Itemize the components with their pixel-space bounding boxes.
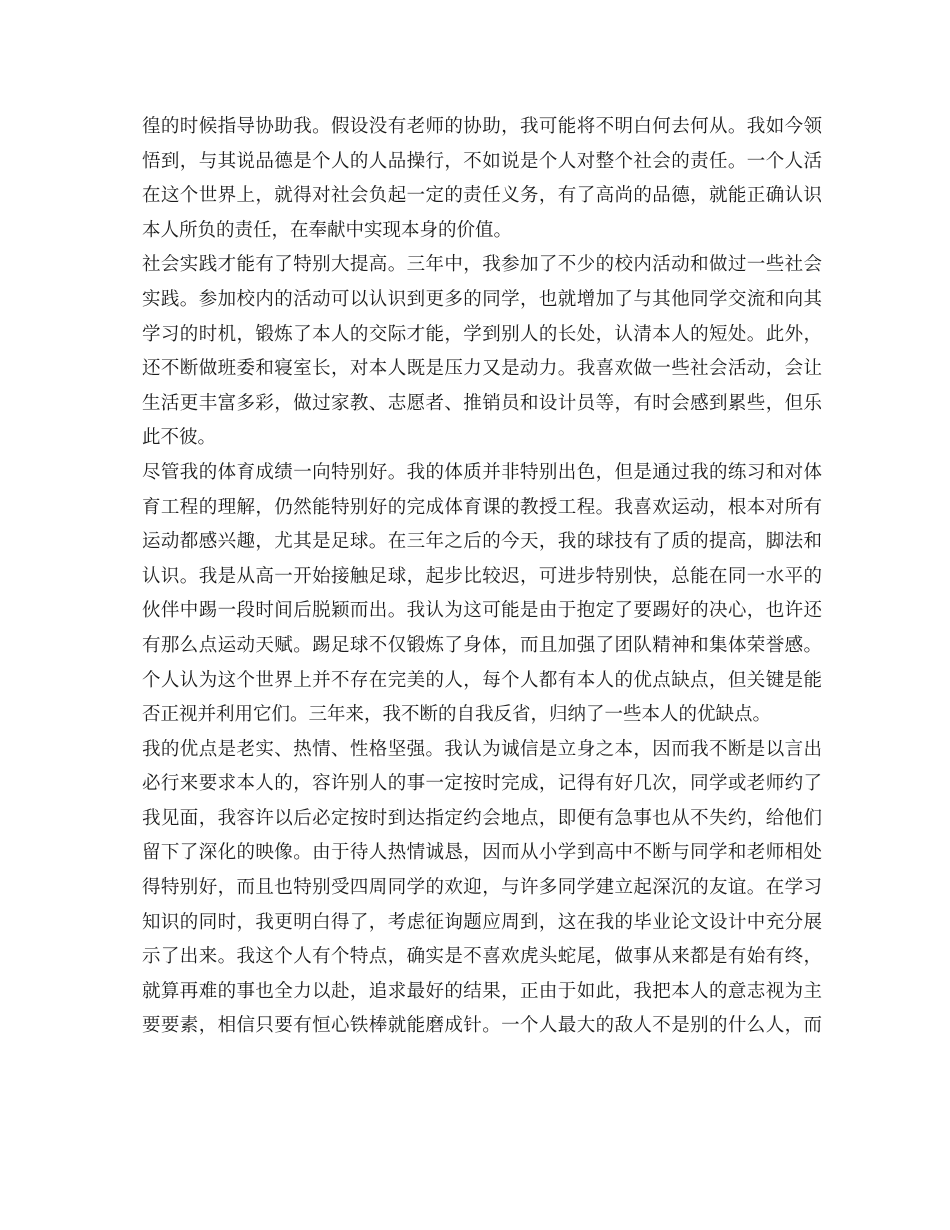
text-line: 实践。参加校内的活动可以认识到更多的同学，也就增加了与其他同学交流和向其 xyxy=(142,288,822,310)
text-line: 还不断做班委和寝室长，对本人既是压力又是动力。我喜欢做一些社会活动，会让 xyxy=(142,358,822,380)
text-line: 生活更丰富多彩，做过家教、志愿者、推销员和设计员等，有时会感到累些，但乐 xyxy=(142,392,822,414)
paragraph-5 xyxy=(142,733,822,1044)
text-line: 伙伴中踢一段时间后脱颖而出。我认为这可能是由于抱定了要踢好的决心，也许还 xyxy=(142,600,822,622)
text-line: 社会实践才能有了特别大提高。三年中，我参加了不少的校内活动和做过一些社会 xyxy=(142,254,822,276)
text-line: 我见面，我容许以后必定按时到达指定约会地点，即便有急事也从不失约，给他们 xyxy=(142,807,822,829)
text-line: 示了出来。我这个人有个特点，确实是不喜欢虎头蛇尾，做事从来都是有始有终， xyxy=(142,946,822,968)
text-line: 本人所负的责任，在奉献中实现本身的价值。 xyxy=(142,219,513,241)
text-line: 必行来要求本人的，容许别人的事一定按时完成，记得有好几次，同学或老师约了 xyxy=(142,773,822,795)
text-line: 在这个世界上，就得对社会负起一定的责任义务，有了高尚的品德，就能正确认识 xyxy=(142,185,822,207)
text-line: 留下了深化的映像。由于待人热情诚恳，因而从小学到高中不断与同学和老师相处 xyxy=(142,842,822,864)
text-line: 学习的时机，锻炼了本人的交际才能，学到别人的长处，认清本人的短处。此外， xyxy=(142,323,822,345)
text-line: 此不彼。 xyxy=(142,427,217,449)
document-body xyxy=(142,110,822,1044)
text-line: 得特别好，而且也特别受四周同学的欢迎，与许多同学建立起深沉的友谊。在学习 xyxy=(142,877,822,899)
text-line: 要要素，相信只要有恒心铁棒就能磨成针。一个人最大的敌人不是别的什么人，而 xyxy=(142,1015,822,1037)
text-line: 否正视并利用它们。三年来，我不断的自我反省，归纳了一些本人的优缺点。 xyxy=(142,704,772,726)
text-line: 个人认为这个世界上并不存在完美的人，每个人都有本人的优点缺点，但关键是能 xyxy=(142,669,822,691)
paragraph-3 xyxy=(142,456,822,664)
text-line: 就算再难的事也全力以赴，追求最好的结果，正由于如此，我把本人的意志视为主 xyxy=(142,980,822,1002)
paragraph-2 xyxy=(142,248,822,456)
text-line: 悟到，与其说品德是个人的人品操行，不如说是个人对整个社会的责任。一个人活 xyxy=(142,150,822,172)
text-line: 尽管我的体育成绩一向特别好。我的体质并非特别出色，但是通过我的练习和对体 xyxy=(142,461,822,483)
text-line: 有那么点运动天赋。踢足球不仅锻炼了身体，而且加强了团队精神和集体荣誉感。 xyxy=(142,634,822,656)
text-line: 运动都感兴趣，尤其是足球。在三年之后的今天，我的球技有了质的提高，脚法和 xyxy=(142,531,822,553)
text-line: 认识。我是从高一开始接触足球，起步比较迟，可进步特别快，总能在同一水平的 xyxy=(142,565,822,587)
text-line: 育工程的理解，仍然能特别好的完成体育课的教授工程。我喜欢运动，根本对所有 xyxy=(142,496,822,518)
text-line: 徨的时候指导协助我。假设没有老师的协助，我可能将不明白何去何从。我如今领 xyxy=(142,116,822,137)
text-line: 我的优点是老实、热情、性格坚强。我认为诚信是立身之本，因而我不断是以言出 xyxy=(142,738,822,760)
paragraph-4 xyxy=(142,664,822,733)
text-line: 知识的同时，我更明白得了，考虑征询题应周到，这在我的毕业论文设计中充分展 xyxy=(142,911,822,933)
paragraph-1 xyxy=(142,110,822,248)
